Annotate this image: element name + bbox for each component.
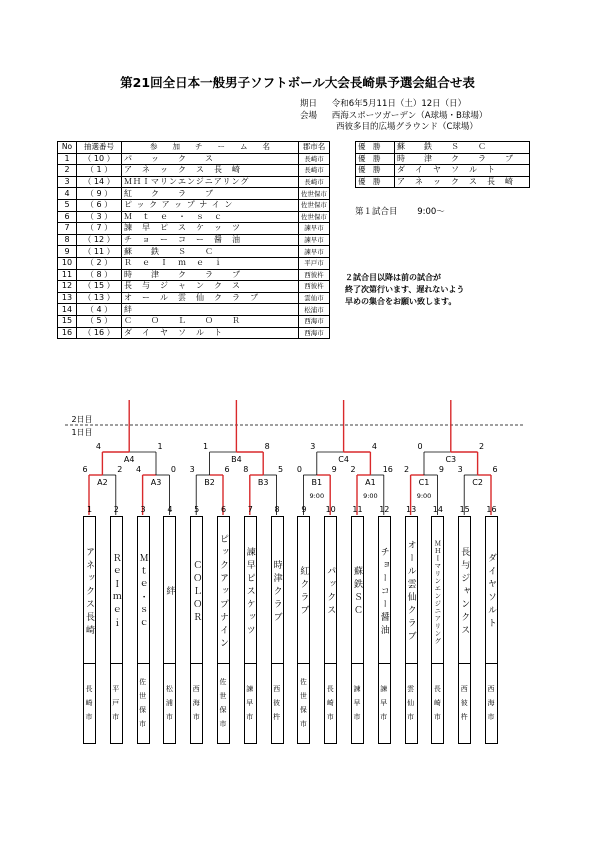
entry-row [58,234,330,246]
entry-row [58,223,330,235]
game-id: C4 [338,455,349,464]
game-score-left: 2 [350,465,356,474]
game-score-right: 0 [170,465,176,474]
notes [345,272,464,308]
slot-team-name: ＭＨＩマリンエンジニアリング [431,516,444,664]
header-no: No [58,142,77,154]
game-score-right: 16 [382,465,393,474]
slot-city: 西海市 [190,664,203,744]
note-line: 終了次第行います、遅れないよう [345,285,465,294]
entry-no: 2 [58,165,77,177]
slot-team-name: ＣＯＬＯＲ [190,516,203,664]
game-score-left: 3 [189,465,195,474]
slot-team-name: ダイヤソルト [485,516,498,664]
entry-seed: （ 7 ） [77,223,122,235]
entry-city: 松浦市 [299,304,330,316]
venue-label: 会場 [300,111,318,121]
entry-row [58,327,330,339]
entry-name: Ｒ ｅ Ｉ ｍ ｅ ｉ [122,257,299,269]
entry-name: パ ッ ク ス [122,153,299,165]
slot-city: 雲仙市 [405,664,418,744]
entry-city: 佐世保市 [299,211,330,223]
entry-no: 13 [58,292,77,304]
entry-no: 6 [58,211,77,223]
slot-city: 諫早市 [378,664,391,744]
entry-no: 12 [58,281,77,293]
slot-city: 佐世保市 [137,664,150,744]
game-time: 9:00 [363,492,378,500]
entry-seed: （ 16 ） [77,327,122,339]
slot-number: 6 [220,505,227,514]
entry-no: 10 [58,257,77,269]
entry-no: 14 [58,304,77,316]
entry-row [58,246,330,258]
entry-no: 11 [58,269,77,281]
game-id: C1 [418,478,430,487]
entry-row [58,269,330,281]
game-score-left: 6 [82,465,88,474]
slot-team-name: 諫早ピスケッツ [244,516,257,664]
game-id: B2 [204,478,215,487]
entry-seed: （ 13 ） [77,292,122,304]
slot-number: 11 [352,505,363,514]
game-id: A3 [150,478,162,487]
entry-no: 8 [58,234,77,246]
game-score-right: 6 [224,465,230,474]
slot-city: 諫早市 [244,664,257,744]
entry-name: チ ョ ー コ ー 醤 油 [122,234,299,246]
game-id: B4 [231,455,242,464]
entry-name: 長 与 ジ ャ ン ク ス [122,281,299,293]
slot-team-name: ＲｅＩｍｅｉ [110,516,123,664]
entry-no: 9 [58,246,77,258]
slot-number: 1 [86,505,93,514]
bracket-lines [0,395,595,515]
slot-number: 7 [247,505,253,514]
result-row [356,165,530,177]
result-label: 優 勝 [356,153,395,165]
entry-name: ダ イ ヤ ソ ル ト [122,327,299,339]
game-score-left: 0 [417,442,423,451]
slot-number: 15 [459,505,470,514]
entry-no: 1 [58,153,77,165]
game-score-left: 0 [296,465,302,474]
slot-team-name: チョーコー醤油 [378,516,391,664]
entry-city: 諫早市 [299,223,330,235]
slot-number: 14 [432,505,443,514]
entry-row [58,211,330,223]
entry-seed: （ 6 ） [77,199,122,211]
entry-city: 佐世保市 [299,188,330,200]
entry-city: 平戸市 [299,257,330,269]
entry-city: 諫早市 [299,234,330,246]
game-score-right: 8 [264,442,270,451]
page-title: 第21回全日本一般男子ソフトボール大会長崎県予選会組合せ表 [120,75,475,90]
slot-team-name: オール雲仙クラブ [405,516,418,664]
slot-city: 西彼杵 [458,664,471,744]
entry-seed: （ 10 ） [77,153,122,165]
entry-row [58,292,330,304]
first-match-time: 第１試合目 9:00～ [355,207,445,217]
slot-team-name: 蘇鉄ＳＣ [351,516,364,664]
entry-name: オ ー ル 雲 仙 ク ラ ブ [122,292,299,304]
slot-number: 9 [301,505,307,514]
entry-seed: （ 15 ） [77,281,122,293]
entry-city: 佐世保市 [299,199,330,211]
slot-city: 長崎市 [83,664,96,744]
entry-name: 蘇 鉄 Ｓ Ｃ [122,246,299,258]
game-score-right: 4 [371,442,377,451]
entry-no: 4 [58,188,77,200]
game-score-left: 4 [95,442,101,451]
day2-label: 2日目 [71,415,93,424]
venue-1: 西海スポーツガーデン（A球場・B球場） [331,111,488,121]
game-time: 9:00 [416,492,432,500]
header-city: 郡市名 [299,142,330,154]
slot-city: 松浦市 [163,664,176,744]
entry-seed: （ 4 ） [77,304,122,316]
game-score-right: 2 [479,442,485,451]
game-score-left: 3 [457,465,463,474]
game-time: 9:00 [309,492,325,500]
entry-city: 諫早市 [299,246,330,258]
result-row [356,153,530,165]
entry-seed: （ 3 ） [77,211,122,223]
entry-name: Ｃ Ｏ Ｌ Ｏ Ｒ [122,315,299,327]
entry-city: 長崎市 [299,165,330,177]
entry-seed: （ 1 ） [77,165,122,177]
game-id: A1 [365,478,376,487]
entry-seed: （ 5 ） [77,315,122,327]
entry-seed: （ 12 ） [77,234,122,246]
entry-city: 長崎市 [299,153,330,165]
entry-name: ピ ッ ク ア ッ プ ナ イ ン [122,199,299,211]
game-id: B3 [257,478,269,487]
game-score-right: 9 [438,465,444,474]
slot-number: 2 [113,505,119,514]
entry-no: 7 [58,223,77,235]
day1-label: 1日目 [71,428,93,437]
entry-name: 時 津 ク ラ ブ [122,269,299,281]
slot-city: 長崎市 [431,664,444,744]
slot-number: 12 [379,505,390,514]
slot-number: 8 [274,505,280,514]
slot-number: 4 [167,505,173,514]
entry-seed: （ 11 ） [77,246,122,258]
slot-team-name: 紅クラブ [297,516,310,664]
entry-seed: （ 2 ） [77,257,122,269]
slot-team-name: 絆 [163,516,176,664]
game-score-right: 5 [278,465,284,474]
game-score-left: 2 [404,465,410,474]
note-line: ２試合目以降は前の試合が [345,273,441,282]
header-team: 参 加 チ ー ム 名 [122,142,299,154]
note-line: 早めの集合をお願い致します。 [345,297,457,306]
game-score-left: 4 [136,465,142,474]
game-score-left: 1 [203,442,209,451]
game-id: B1 [311,478,323,487]
slot-team-name: 長与ジャンクス [458,516,471,664]
slot-team-name: アネックス長崎 [83,516,96,664]
result-team: 蘇 鉄 Ｓ Ｃ [395,142,530,154]
game-score-right: 2 [117,465,123,474]
entry-city: 西海市 [299,327,330,339]
date-value: 令和6年5月11日（土）12日（日） [331,99,467,109]
result-row [356,142,530,154]
entry-name: ア ネ ッ ク ス 長 崎 [122,165,299,177]
entry-city: 西海市 [299,315,330,327]
game-id: A4 [123,455,135,464]
entry-city: 西彼杵 [299,281,330,293]
entry-name: Ｍ ｔ ｅ ・ ｓ ｃ [122,211,299,223]
result-team: ダ イ ヤ ソ ル ト [395,165,530,177]
entry-seed: （ 14 ） [77,176,122,188]
entry-name: 紅 ク ラ ブ [122,188,299,200]
entry-no: 16 [58,327,77,339]
slot-team-name: Ｍｔｅ・ｓｃ [137,516,150,664]
game-id: A2 [97,478,108,487]
slot-city: 平戸市 [110,664,123,744]
entry-row [58,153,330,165]
slot-number: 16 [486,505,497,514]
entry-row [58,281,330,293]
game-score-left: 3 [310,442,316,451]
entry-row [58,165,330,177]
entry-seed: （ 8 ） [77,269,122,281]
slot-team-name: パックス [324,516,337,664]
entry-no: 5 [58,199,77,211]
slot-city: 長崎市 [324,664,337,744]
result-label: 優 勝 [356,165,395,177]
game-score-left: 8 [243,465,249,474]
entry-city: 長崎市 [299,176,330,188]
results-table [355,141,530,188]
entry-no: 3 [58,176,77,188]
result-team: 時 津 ク ラ ブ [395,153,530,165]
venue-2: 西彼多目的広場グラウンド（C球場） [336,122,478,132]
entry-header-row [58,142,330,154]
slot-city: 佐世保市 [297,664,310,744]
entry-name: 絆 [122,304,299,316]
slot-number: 5 [194,505,200,514]
slot-number: 13 [406,505,417,514]
slot-city: 佐世保市 [217,664,230,744]
slot-team-name: ピックアップナイン [217,516,230,664]
result-label: 優 勝 [356,142,395,154]
date-label: 期日 [300,99,318,109]
entry-no: 15 [58,315,77,327]
entry-row [58,188,330,200]
entry-name: 諫 早 ピ ス ケ ッ ツ [122,223,299,235]
header-seed: 抽選番号 [77,142,122,154]
game-score-right: 6 [492,465,498,474]
entry-city: 西彼杵 [299,269,330,281]
result-label: 優 勝 [356,176,395,188]
entry-row [58,176,330,188]
entry-city: 雲仙市 [299,292,330,304]
entry-row [58,315,330,327]
entry-row [58,304,330,316]
entry-name: ＭＨＩマリンエンジニアリング [122,176,299,188]
entry-row [58,257,330,269]
slot-number: 10 [325,505,336,514]
slot-city: 諫早市 [351,664,364,744]
result-team: ア ネ ッ ク ス 長 崎 [395,176,530,188]
entry-table [57,141,330,339]
entry-row [58,199,330,211]
slot-number: 3 [140,505,146,514]
game-id: C3 [445,455,457,464]
slot-city: 西海市 [485,664,498,744]
slot-team-name: 時津クラブ [271,516,284,664]
game-score-right: 1 [157,442,163,451]
entry-seed: （ 9 ） [77,188,122,200]
result-row [356,176,530,188]
game-id: C2 [472,478,483,487]
game-score-right: 9 [331,465,337,474]
date-row [300,97,466,109]
slot-city: 西彼杵 [271,664,284,744]
